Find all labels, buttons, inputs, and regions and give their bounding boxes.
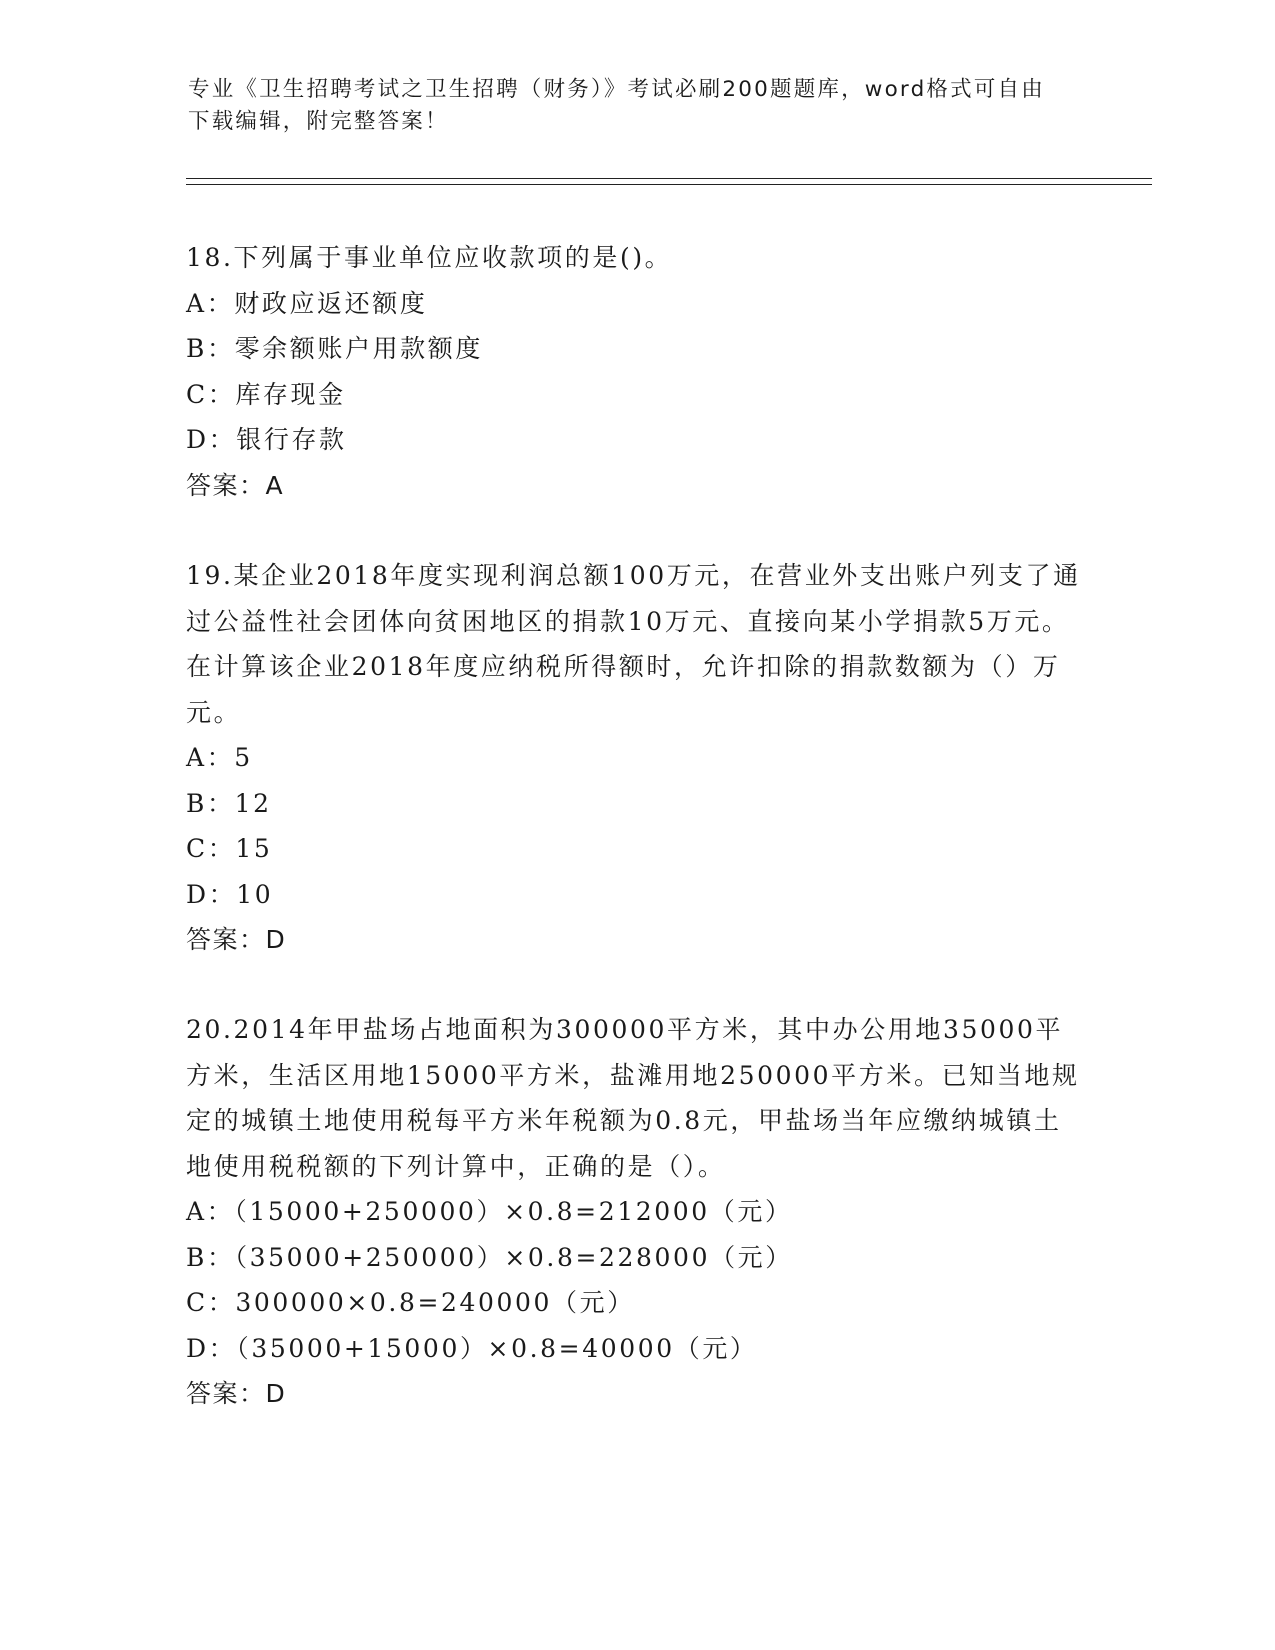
option-b: B：零余额账户用款额度: [186, 334, 483, 363]
option-c: C：300000×0.8=240000（元）: [186, 1288, 635, 1317]
answer-line: 答案：D: [186, 1379, 287, 1408]
option-a: A：（15000+250000）×0.8=212000（元）: [186, 1197, 793, 1226]
question-stem: 18.下列属于事业单位应收款项的是()。: [186, 243, 673, 272]
answer-line: 答案：D: [186, 925, 287, 954]
header-double-rule: [186, 178, 1152, 185]
option-d: D：（35000+15000）×0.8=40000（元）: [186, 1333, 758, 1363]
option-b: B：12: [186, 788, 272, 818]
option-a: A：5: [186, 743, 253, 772]
option-a: A：财政应返还额度: [186, 288, 428, 318]
option-c: C：15: [186, 834, 273, 863]
option-d: D：10: [186, 879, 274, 909]
option-b: B：（35000+250000）×0.8=228000（元）: [186, 1242, 793, 1272]
answer-line: 答案：A: [186, 470, 285, 500]
question-19: [186, 553, 1086, 963]
document-header: 专业《卫生招聘考试之卫生招聘（财务）》考试必刷200题题库，word格式可自由下载编辑，附完整答案！: [188, 77, 1045, 134]
option-c: C：库存现金: [186, 379, 346, 409]
question-20: [186, 1007, 1086, 1417]
question-stem: 20.2014年甲盐场占地面积为300000平方米，其中办公用地35000平方米，生活区用地15000平方米，盐滩用地250000平方米。已知当地规定的城镇土地使用税每平方米年税额为0.8元，甲盐场当年应缴纳城镇土地使用税税额的下列计算中，正确的是（）。: [186, 1015, 1080, 1181]
question-18: [186, 235, 1086, 508]
question-stem: 19.某企业2018年度实现利润总额100万元，在营业外支出账户列支了通过公益性社会团体向贫困地区的捐款10万元、直接向某小学捐款5万元。在计算该企业2018年度应纳税所得额时，允许扣除的捐款数额为（）万元。: [186, 561, 1081, 727]
option-d: D：银行存款: [186, 425, 347, 454]
